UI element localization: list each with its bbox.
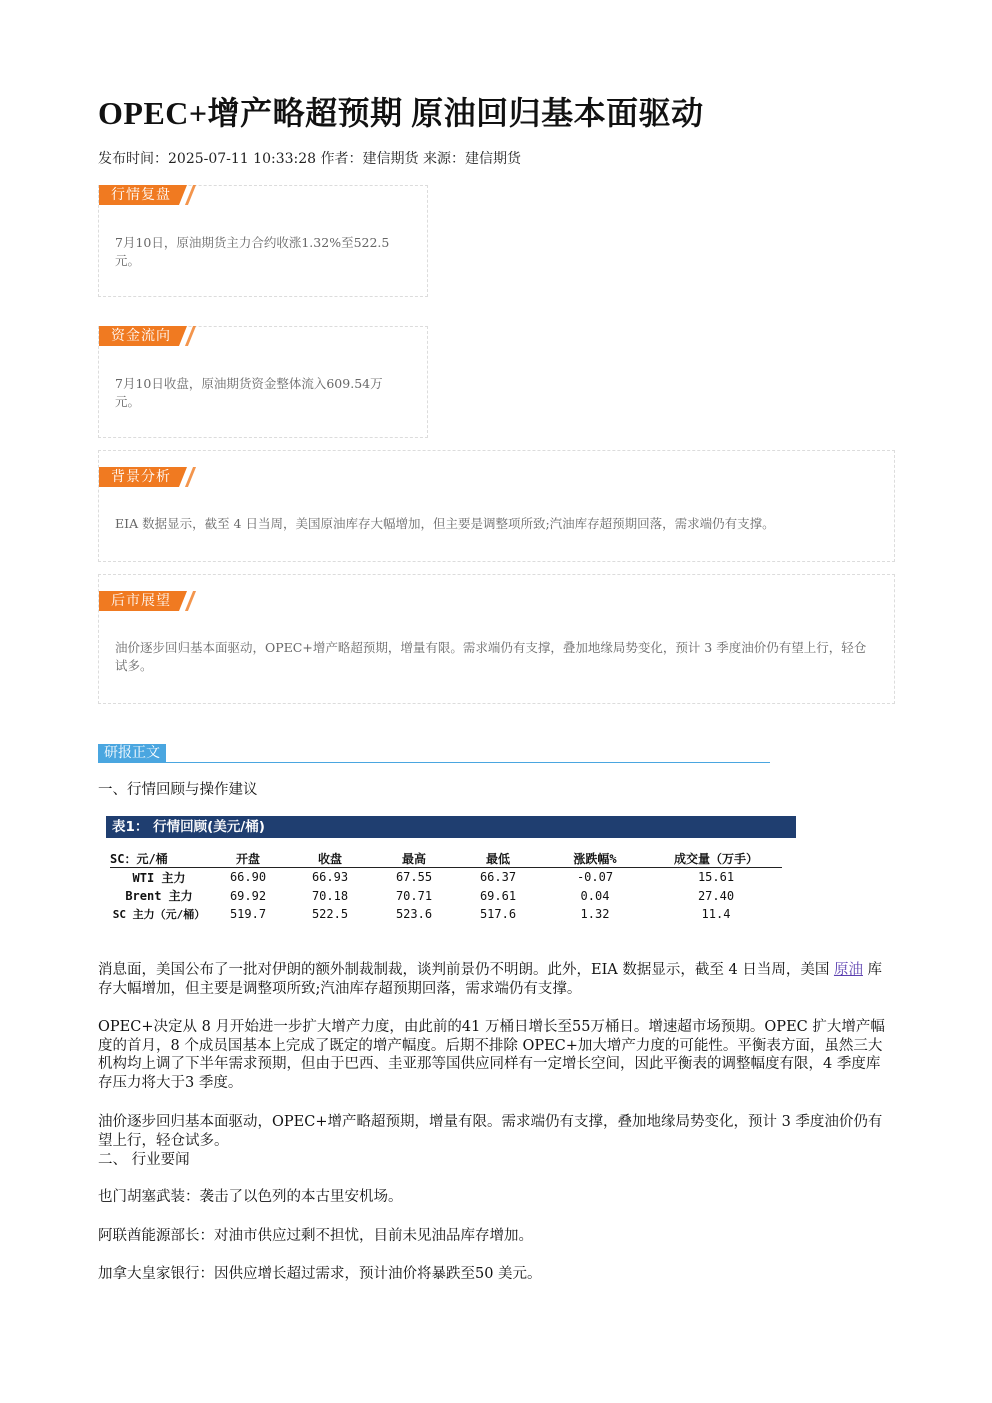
table-cell: 0.04 (580, 888, 610, 903)
summary-box-fund-flow (98, 326, 428, 438)
paragraph-opec: OPEC+决定从 8 月开始进一步扩大增产力度，由此前的41 万桶日增长至55万桶日。增速超市场预期。OPEC 扩大增产幅度的首月，8 个成员国基本上完成了既定的增产幅度。后期不排除 OPEC+加大增产力度的可能性。平衡表方面，虽然三大机构均上调了下半年需求预期，但由于巴西、圭亚那等国供应同样有一定增长空间，因此平衡表的调整幅度有限，4 季度库存压力将大于3 季度。 (98, 1019, 885, 1091)
column-header: 最高 (372, 849, 456, 868)
market-review-table (110, 849, 782, 924)
news-item: 也门胡塞武装：袭击了以色列的本古里安机场。 (98, 1189, 403, 1205)
table-cell: 66.37 (479, 870, 517, 885)
column-header: 开盘 (208, 849, 288, 868)
column-header: 成交量（万手） (650, 849, 782, 868)
table-row (110, 905, 782, 924)
summary-box-background (98, 450, 895, 562)
summary-text: EIA 数据显示，截至 4 日当周，美国原油库存大幅增加，但主要是调整项所致;汽油库存超预期回落，需求端仍有支撑。 (115, 516, 775, 531)
table-cell: 1.32 (580, 907, 610, 922)
summary-tag: 资金流向 (99, 326, 179, 346)
table-cell: Brent 主力 (125, 889, 193, 904)
table-cell: 70.18 (311, 888, 349, 903)
news-item: 阿联酋能源部长：对油市供应过剩不担忧，目前未见油品库存增加。 (98, 1228, 533, 1244)
table-cell: 66.93 (311, 870, 349, 885)
summary-text: 7月10日收盘，原油期货资金整体流入609.54万元。 (115, 376, 383, 409)
table-cell: 11.4 (701, 907, 731, 922)
table-row (110, 887, 782, 906)
table-cell: 522.5 (311, 907, 349, 922)
summary-tag: 后市展望 (99, 591, 179, 611)
summary-text: 7月10日，原油期货主力合约收涨1.32%至522.5元。 (115, 235, 390, 268)
table-cell: 67.55 (395, 870, 433, 885)
section-heading-1: 一、行情回顾与操作建议 (98, 782, 258, 798)
table-cell: 517.6 (479, 907, 517, 922)
paragraph-text: 消息面，美国公布了一批对伊朗的额外制裁制裁，谈判前景仍不明朗。此外，EIA 数据显示，截至 4 日当周，美国 (98, 962, 834, 978)
table-cell: 519.7 (229, 907, 267, 922)
column-header: SC：元/桶 (110, 849, 208, 868)
table-cell: 15.61 (697, 870, 735, 885)
section-divider (98, 762, 770, 763)
table-cell: 523.6 (395, 907, 433, 922)
table-cell: 70.71 (395, 888, 433, 903)
paragraph-outlook: 油价逐步回归基本面驱动，OPEC+增产略超预期，增量有限。需求端仍有支撑，叠加地缘局势变化，预计 3 季度油价仍有望上行，轻仓试多。 (98, 1114, 883, 1149)
table-cell: SC 主力（元/桶） (112, 908, 206, 922)
summary-box-market-review (98, 185, 428, 297)
table-title: 表1： 行情回顾(美元/桶) (106, 816, 796, 838)
article-title: OPEC+增产略超预期 原油回归基本面驱动 (98, 95, 704, 131)
news-item: 加拿大皇家银行：因供应增长超过需求，预计油价将暴跌至50 美元。 (98, 1266, 542, 1282)
column-header: 收盘 (288, 849, 372, 868)
table-cell: 69.61 (479, 888, 517, 903)
section-heading-2: 二、 行业要闻 (98, 1152, 190, 1168)
summary-tag: 行情复盘 (99, 185, 179, 205)
paragraph-news (98, 961, 888, 998)
column-header: 最低 (456, 849, 540, 868)
summary-tag: 背景分析 (99, 467, 179, 487)
report-section-tag: 研报正文 (98, 744, 166, 762)
crude-oil-link[interactable]: 原油 (833, 962, 863, 978)
table-row (110, 868, 782, 887)
summary-text: 油价逐步回归基本面驱动，OPEC+增产略超预期，增量有限。需求端仍有支撑，叠加地缘局势变化，预计 3 季度油价仍有望上行，轻仓试多。 (115, 640, 867, 673)
table-cell: 69.92 (229, 888, 267, 903)
article-meta: 发布时间：2025-07-11 10:33:28 作者：建信期货 来源：建信期货 (98, 151, 521, 167)
summary-box-outlook (98, 574, 895, 704)
column-header: 涨跌幅% (540, 849, 650, 868)
table-cell: 27.40 (697, 888, 735, 903)
table-cell: 66.90 (229, 870, 267, 885)
table-cell: WTI 主力 (132, 870, 186, 885)
paragraph-text: 库存大幅增加，但主要是调整项所致;汽油库存超预期回落，需求端仍有支撑。 (98, 962, 883, 997)
table-header-row (110, 849, 782, 868)
table-cell: -0.07 (576, 870, 614, 885)
